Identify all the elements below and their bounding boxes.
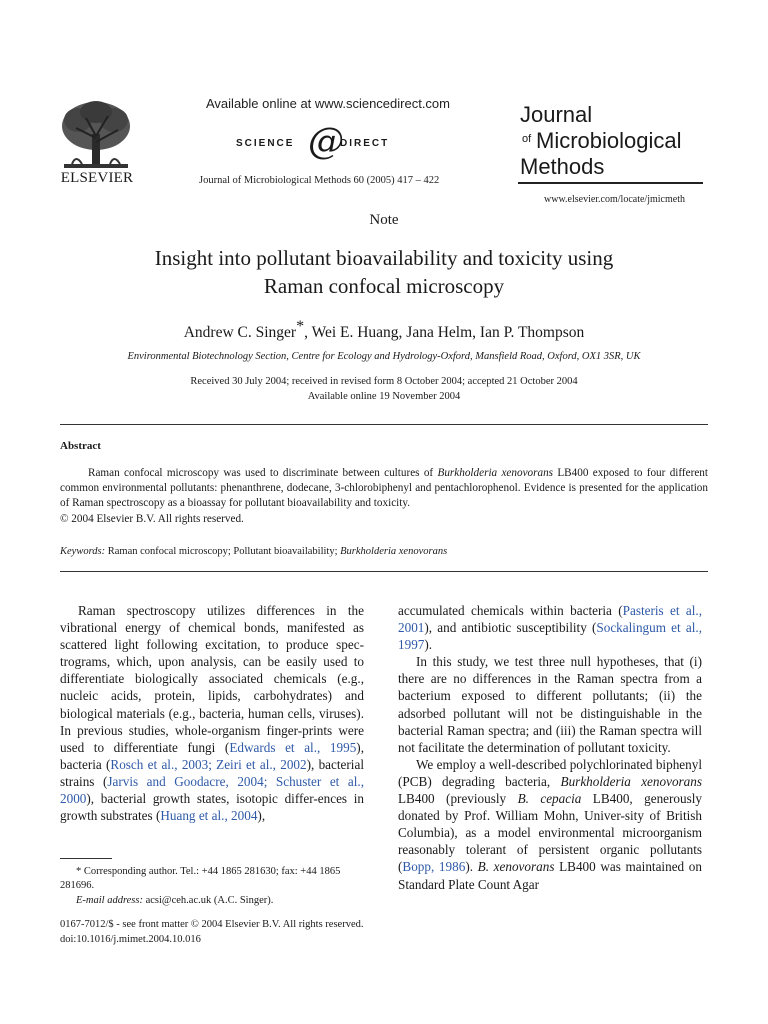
intro-paragraph bbox=[60, 602, 364, 824]
corresponding-author-note: * Corresponding author. Tel.: +44 1865 281630; fax: +44 1865 281696. bbox=[60, 866, 341, 892]
keywords-text: Raman confocal microscopy; Pollutant bioavailability; bbox=[105, 546, 341, 557]
doi-line[interactable]: doi:10.1016/j.mimet.2004.10.016 bbox=[60, 934, 201, 945]
abstract-species: Burkholderia xenovorans bbox=[437, 467, 554, 479]
corresponding-mark[interactable]: * bbox=[296, 318, 305, 335]
text-span: ), bacterial growth states, isotopic differ-ences in growth substrates ( bbox=[60, 791, 364, 824]
text-span: ), and antibiotic susceptibility ( bbox=[424, 620, 597, 636]
abstract-copyright: © 2004 Elsevier B.V. All rights reserved. bbox=[60, 513, 244, 525]
text-span: ), bbox=[257, 808, 266, 824]
dates bbox=[40, 374, 728, 404]
ref-jarvis-schuster[interactable]: Jarvis and Goodacre, 2004; Schuster et al., 2000 bbox=[60, 773, 364, 807]
ref-edwards[interactable]: Edwards et al., 1995 bbox=[229, 739, 357, 755]
text-span: accumulated chemicals within bacteria ( bbox=[398, 603, 623, 618]
publisher-name: ELSEVIER bbox=[60, 170, 134, 186]
ref-rosch-zeiri[interactable]: Rosch et al., 2003; Zeiri et al., 2002 bbox=[110, 756, 307, 772]
sd-logo-left: SCIENCE bbox=[236, 138, 295, 149]
text-span: LB400 was maintained on Standard Plate Count Agar bbox=[398, 859, 702, 892]
sd-logo-right: DIRECT bbox=[340, 138, 390, 149]
abstract-top-rule bbox=[60, 424, 708, 425]
keywords bbox=[60, 546, 447, 557]
footnote bbox=[60, 865, 364, 908]
email-label: E-mail address: bbox=[76, 894, 143, 906]
ref-sockalingum[interactable]: Sockalingum et al., 1997 bbox=[398, 620, 702, 653]
title-line1: Insight into pollutant bioavailability and toxicity using bbox=[154, 246, 614, 270]
journal-name-of: of bbox=[522, 133, 532, 145]
species-name: Burkholderia xenovorans bbox=[560, 773, 702, 789]
title-line2: Raman confocal microscopy bbox=[263, 274, 505, 298]
intro-continuation bbox=[398, 602, 702, 653]
abstract-part2: LB400 exposed to four different common environmental pollutants: phenanthrene, dodecane, 3-chlorobiphenyl and pentachlorophenol. Evidence is presented for the application of Raman spectroscopy as a bioassay for pollutant bioavailability and toxicity. bbox=[60, 467, 708, 510]
ref-bopp[interactable]: Bopp, 1986 bbox=[402, 859, 466, 875]
front-matter-info bbox=[60, 917, 363, 947]
body-column-right bbox=[398, 602, 702, 893]
text-span: We employ a well-described polychlorinated biphenyl (PCB) degrading bacteria, bbox=[398, 756, 702, 789]
species-name: B. xenovorans bbox=[477, 859, 555, 875]
text-span: ). bbox=[424, 637, 433, 653]
issn-line: 0167-7012/$ - see front matter © 2004 Elsevier B.V. All rights reserved. bbox=[60, 919, 364, 930]
text-span: LB400 (previously bbox=[398, 791, 518, 807]
sd-at-icon: @ bbox=[308, 121, 344, 162]
ref-pasteris[interactable]: Pasteris et al., 2001 bbox=[398, 603, 702, 636]
abstract-bottom-rule bbox=[60, 571, 708, 572]
footnote-rule bbox=[60, 858, 112, 859]
keywords-species: Burkholderia xenovorans bbox=[340, 546, 448, 557]
text-span: ), bacterial strains ( bbox=[60, 756, 364, 789]
text-span: LB400, generously donated by Prof. William Mohn, Univer-sity of British Columbia), as a model environmental microorganism reasonably tolerant of persistent organic pollutants ( bbox=[398, 791, 703, 875]
journal-name-line3: Methods bbox=[520, 154, 605, 179]
journal-logo-rule bbox=[518, 182, 703, 184]
journal-name-line2: Microbiological bbox=[536, 128, 682, 153]
available-date: Available online 19 November 2004 bbox=[307, 391, 461, 402]
authors-rest: , Wei E. Huang, Jana Helm, Ian P. Thompson bbox=[304, 324, 585, 342]
keywords-label: Keywords: bbox=[60, 546, 106, 557]
abstract-heading: Abstract bbox=[60, 440, 101, 452]
text-span: Raman spectroscopy utilizes differences in the vibrational energy of chemical bonds, manifested as scattered light following excitation, to produce spec-trograms, which, upon analysis, can be easily used to differentiate biologically associated chemicals (e.g., nucleic acids, protein, lipids, carbohydrates) and biological materials (e.g., bacteria, human cells, viruses). In previous studies, whole-organism finger-prints were used to differentiate fungi ( bbox=[60, 603, 364, 755]
hypotheses-paragraph: In this study, we test three null hypotheses, that (i) there are no differences in the Raman spectra from a bacterium exposed to different pollutants; (ii) the adsorbed pollutant will not be distinguishable in the bacterial Raman spectra; and (iii) the Raman spectra will not facilitate the determination of pollutant toxicity. bbox=[398, 654, 702, 755]
text-span: ), bacteria ( bbox=[60, 739, 364, 772]
email-address[interactable]: acsi@ceh.ac.uk (A.C. Singer). bbox=[142, 894, 274, 906]
species-name: B. cepacia bbox=[517, 791, 582, 807]
methods-paragraph bbox=[398, 756, 702, 893]
author-list bbox=[0, 318, 768, 342]
author-singer: Andrew C. Singer bbox=[183, 324, 297, 342]
body-column-left bbox=[60, 602, 364, 824]
received-dates: Received 30 July 2004; received in revised form 8 October 2004; accepted 21 October 2004 bbox=[190, 376, 578, 387]
journal-logo bbox=[518, 100, 703, 180]
journal-name-line1: Journal bbox=[520, 102, 593, 127]
email-note bbox=[60, 894, 364, 908]
article-title bbox=[60, 244, 708, 300]
sciencedirect-logo bbox=[236, 121, 426, 166]
article-type: Note bbox=[369, 212, 399, 228]
journal-url[interactable]: www.elsevier.com/locate/jmicmeth bbox=[544, 194, 685, 205]
abstract-text bbox=[60, 466, 708, 512]
abstract-part1: Raman confocal microscopy was used to discriminate between cultures of bbox=[88, 467, 438, 479]
ref-huang[interactable]: Huang et al., 2004 bbox=[160, 808, 258, 824]
text-span: ). bbox=[465, 859, 478, 875]
affiliation: Environmental Biotechnology Section, Centre for Ecology and Hydrology-Oxford, Mansfield Road, Oxford, OX1 3SR, UK bbox=[127, 351, 641, 362]
available-online-text[interactable]: Available online at www.sciencedirect.com bbox=[206, 96, 450, 111]
journal-citation: Journal of Microbiological Methods 60 (2005) 417 – 422 bbox=[199, 175, 440, 186]
